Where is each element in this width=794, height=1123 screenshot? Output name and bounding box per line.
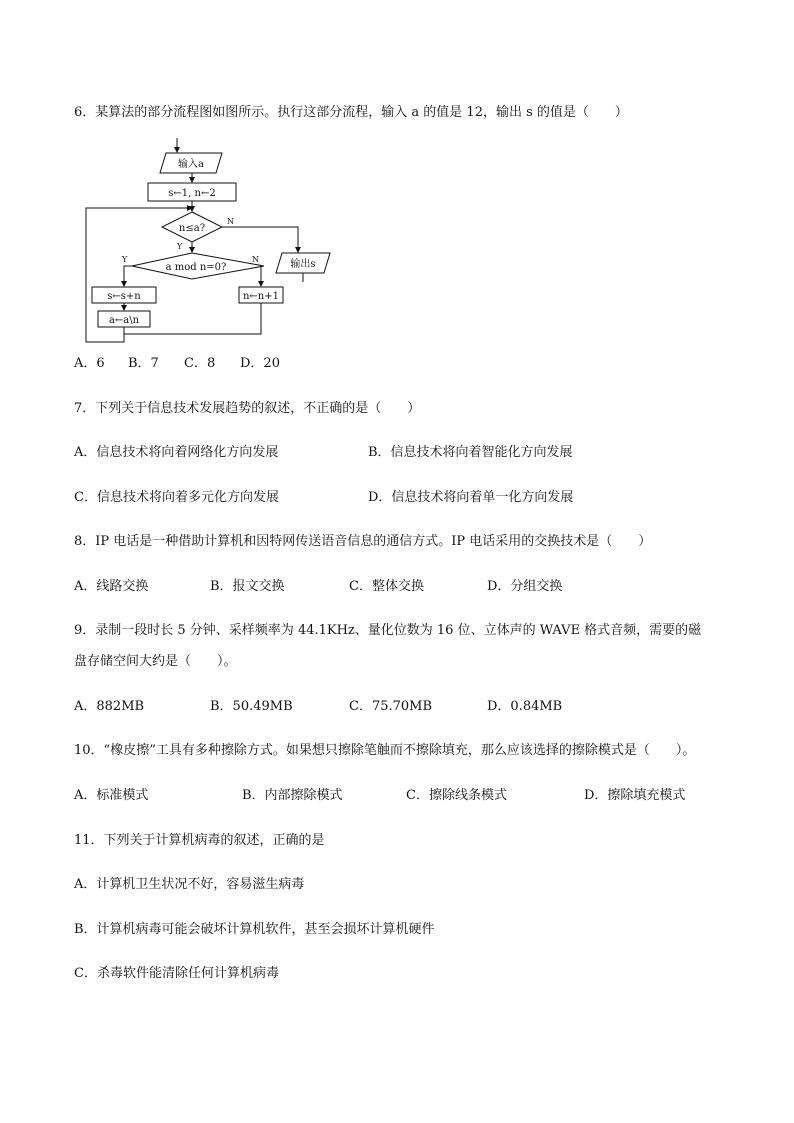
- step-n-label: n←n+1: [242, 291, 280, 302]
- q6-option-d: D．20: [240, 356, 280, 371]
- q8-option-c: C．整体交换: [349, 579, 424, 594]
- q7-option-c: C．信息技术将向着多元化方向发展: [74, 490, 279, 505]
- q6-option-b: B．7: [128, 356, 159, 371]
- q10-option-d: D．擦除填充模式: [584, 788, 686, 803]
- q10-option-c: C．擦除线条模式: [406, 788, 507, 803]
- condition-1-yes-label: Y: [177, 242, 183, 251]
- condition-2-yes-label: Y: [122, 255, 128, 264]
- q11-option-a: A．计算机卫生状况不好，容易滋生病毒: [74, 877, 305, 892]
- q9-option-d: D．0.84MB: [487, 699, 563, 714]
- question-9-stem-line-1: 9．录制一段时长 5 分钟、采样频率为 44.1KHz、量化位数为 16 位、立体声的 WAVE 格式音频，需要的磁: [74, 623, 702, 638]
- q9-option-b: B．50.49MB: [210, 699, 293, 714]
- question-9-stem-line-2: 盘存储空间大约是（ ）。: [74, 654, 237, 669]
- q9-option-a: A．882MB: [74, 699, 145, 714]
- q6-option-a: A．6: [74, 356, 105, 371]
- condition-2-no-label: N: [252, 255, 259, 264]
- q6-option-c: C．8: [184, 356, 216, 371]
- q7-option-a: A．信息技术将向着网络化方向发展: [74, 445, 279, 460]
- step-a-label: a←a\n: [108, 315, 140, 326]
- q9-option-c: C．75.70MB: [349, 699, 433, 714]
- condition-2-label: a mod n=0?: [165, 262, 227, 273]
- condition-1-no-label: N: [227, 217, 234, 226]
- algorithm-flowchart: [84, 136, 344, 348]
- condition-1-label: n≤a?: [178, 223, 206, 234]
- question-10-stem: 10．“橡皮擦”工具有多种擦除方式。如果想只擦除笔触而不擦除填充，那么应该选择的擦除模式是（ ）。: [74, 743, 696, 758]
- question-7-stem: 7．下列关于信息技术发展趋势的叙述，不正确的是（ ）: [74, 401, 421, 416]
- q11-option-c: C．杀毒软件能清除任何计算机病毒: [74, 966, 279, 981]
- q8-option-d: D．分组交换: [487, 579, 563, 594]
- q7-option-d: D．信息技术将向着单一化方向发展: [368, 490, 574, 505]
- input-label: 输入a: [178, 159, 204, 170]
- q10-option-a: A．标准模式: [74, 788, 149, 803]
- init-label: s←1, n←2: [168, 188, 216, 199]
- question-8-stem: 8．IP 电话是一种借助计算机和因特网传送语音信息的通信方式。IP 电话采用的交换技术是（ ）: [74, 534, 652, 549]
- q8-option-b: B．报文交换: [210, 579, 285, 594]
- step-s-label: s←s+n: [107, 291, 141, 302]
- question-6-stem: 6．某算法的部分流程图如图所示。执行这部分流程，输入 a 的值是 12，输出 s 的值是（ ）: [74, 105, 628, 120]
- q10-option-b: B．内部擦除模式: [242, 788, 343, 803]
- output-label: 输出s: [290, 259, 316, 270]
- q7-option-b: B．信息技术将向着智能化方向发展: [368, 445, 573, 460]
- question-11-stem: 11．下列关于计算机病毒的叙述，正确的是: [74, 833, 325, 848]
- q11-option-b: B．计算机病毒可能会破坏计算机软件，甚至会损坏计算机硬件: [74, 922, 435, 937]
- q8-option-a: A．线路交换: [74, 579, 149, 594]
